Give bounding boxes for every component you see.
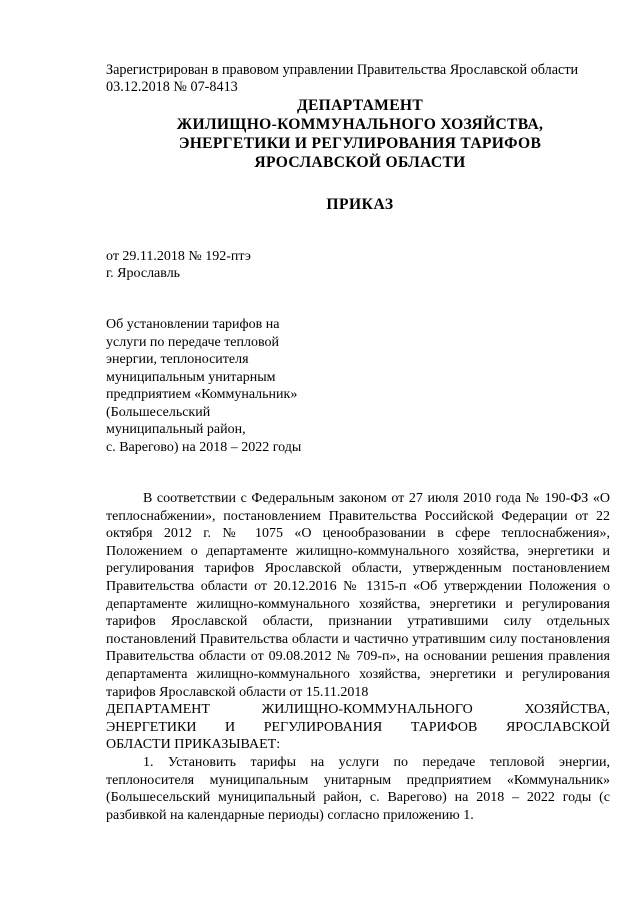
- subject-line-2: услуги по передаче тепловой: [106, 334, 280, 350]
- order-subject: [106, 316, 346, 456]
- decree-line-3: ОБЛАСТИ ПРИКАЗЫВАЕТ:: [106, 737, 281, 753]
- city: г. Ярославль: [106, 266, 181, 281]
- subject-line-3: энергии, теплоносителя: [106, 352, 249, 367]
- subject-line-4: муниципальным унитарным: [106, 369, 276, 385]
- subject-line-7: муниципальный район,: [106, 422, 246, 437]
- department-line-2: ЖИЛИЩНО-КОММУНАЛЬНОГО ХОЗЯЙСТВА,: [176, 116, 544, 133]
- department-header: [100, 96, 620, 172]
- registration-line-2: 03.12.2018 № 07-8413: [106, 79, 238, 95]
- registration-line-1: Зарегистрирован в правовом управлении Правительства Ярославской области: [106, 62, 579, 78]
- order-body: [106, 490, 610, 824]
- date-block: [106, 248, 251, 282]
- item-1-paragraph: 1. Установить тарифы на услуги по передаче тепловой энергии, теплоносителя муниципальным унитарным предприятием «Коммунальник» (Большесельский муниципальный район, с. Варегово) на 2018 – 2022 годы (с разбивкой на календарные периоды) согласно приложению 1.: [106, 754, 610, 823]
- order-date-number: от 29.11.2018 № 192-птэ: [106, 249, 251, 264]
- decree-line-2: ЭНЕРГЕТИКИ И РЕГУЛИРОВАНИЯ ТАРИФОВ ЯРОСЛАВСКОЙ: [106, 719, 610, 735]
- department-line-3: ЭНЕРГЕТИКИ И РЕГУЛИРОВАНИЯ ТАРИФОВ: [178, 135, 542, 152]
- order-title: ПРИКАЗ: [326, 196, 394, 213]
- registration-note: [106, 62, 616, 96]
- preamble-paragraph: В соответствии с Федеральным законом от 27 июля 2010 года № 190-ФЗ «О теплоснабжении», постановлением Правительства Российской Федерации от 22 октября 2012 г. № 1075 «О ценообразовании в сфере теплоснабжения», Положением о департаменте жилищно-коммунального хозяйства, энергетики и регулирования тарифов Ярославской области, утвержденным постановлением Правительства области от 20.12.2016 № 1315-п «Об утверждении Положения о департаменте жилищно-коммунального хозяйства, энергетики и регулирования тарифов Ярославской области, признании утратившими силу отдельных постановлений Правительства области и частично утратившим силу постановления Правительства области от 09.08.2012 № 709-п», на основании решения правления департамента жилищно-коммунального хозяйства, энергетики и регулирования тарифов Ярославской области от 15.11.2018: [106, 491, 610, 700]
- subject-line-1: Об установлении тарифов на: [106, 317, 280, 332]
- decree-line-1: ДЕПАРТАМЕНТ ЖИЛИЩНО-КОММУНАЛЬНОГО ХОЗЯЙСТВА,: [106, 702, 610, 718]
- subject-line-6: (Большесельский: [106, 404, 211, 420]
- subject-line-5: предприятием «Коммунальник»: [106, 387, 298, 402]
- department-line-1: ДЕПАРТАМЕНТ: [296, 97, 424, 114]
- subject-line-8: с. Варегово) на 2018 – 2022 годы: [106, 439, 302, 455]
- department-line-4: ЯРОСЛАВСКОЙ ОБЛАСТИ: [254, 154, 466, 171]
